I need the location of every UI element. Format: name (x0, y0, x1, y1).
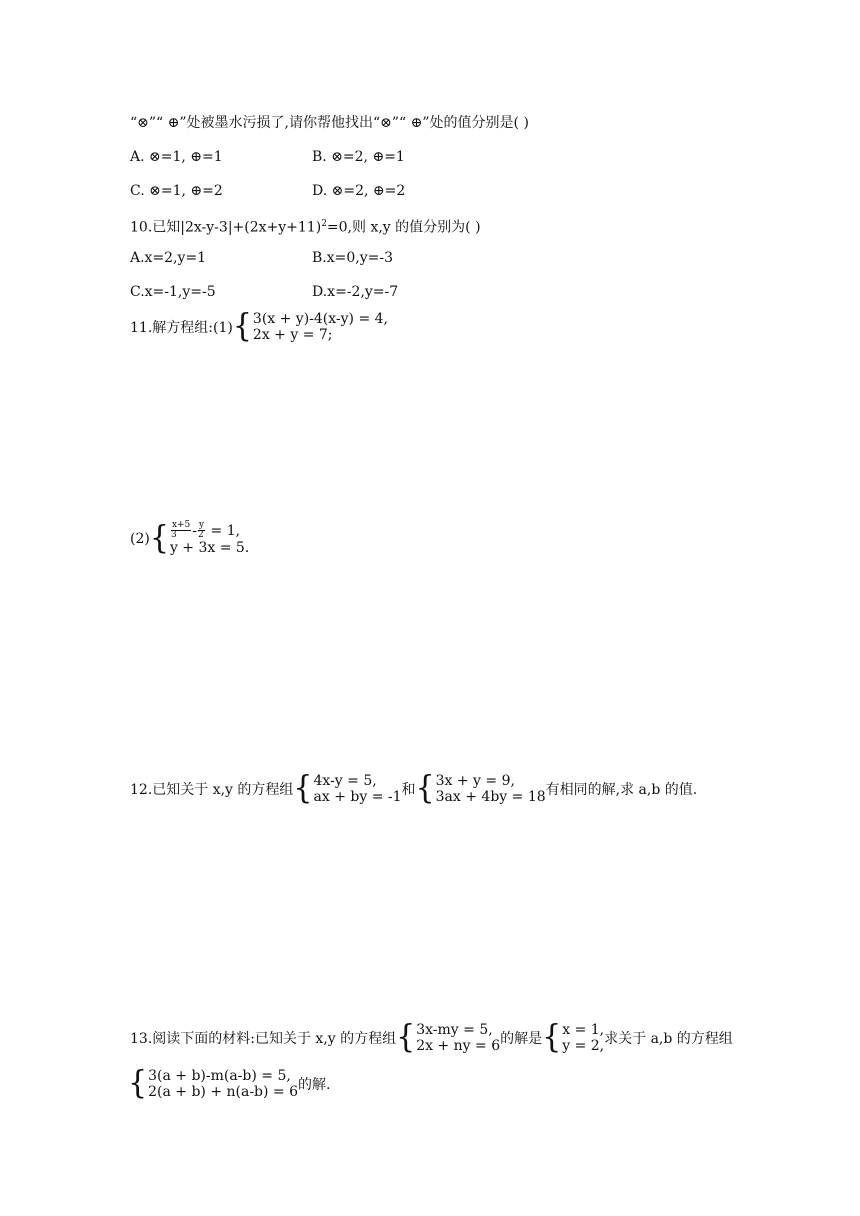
brace-icon: { (396, 1019, 416, 1056)
q10-stem-power: 2 (321, 219, 327, 229)
question-12 (130, 770, 698, 807)
equation-row: 3(x + y)-4(x-y) = 4, (252, 311, 389, 327)
question-11-part-2 (130, 521, 249, 556)
minus-sign: - (192, 522, 198, 539)
equation-system (148, 1068, 298, 1100)
brace-icon: { (232, 308, 252, 345)
equation-row: 2x + ny = 6 (416, 1038, 501, 1054)
brace-icon: { (415, 770, 435, 807)
q11-part2-prefix: (2) (130, 530, 150, 547)
equation-row: y = 2, (562, 1038, 605, 1054)
q10-stem-suffix: =0,则 x,y 的值分别为( ) (326, 219, 481, 236)
fraction-numerator: x+5 (171, 520, 191, 530)
q13-end: 的解. (298, 1077, 331, 1093)
q10-stem-prefix: 10.已知|2x-y-3|+(2x+y+11) (130, 219, 322, 236)
brace-icon: { (128, 1065, 148, 1102)
equation-row: 3ax + 4by = 18 (435, 789, 546, 805)
q9-option-d: D. ⊗=2, ⊕=2 (312, 183, 406, 199)
question-9-stem: “⊗”“ ⊕”处被墨水污损了,请你帮他找出“⊗”“ ⊕”处的值分别是( ) (130, 115, 529, 131)
equation-system (416, 1022, 500, 1054)
q9-option-c: C. ⊗=1, ⊕=2 (130, 183, 223, 199)
q13-tail: 求关于 a,b 的方程组 (604, 1031, 733, 1047)
solution-system (562, 1022, 604, 1054)
equation-row: x = 1, (562, 1022, 605, 1038)
brace-icon: { (542, 1019, 562, 1056)
fraction (198, 521, 205, 540)
q11-prefix: 11.解方程组:(1) (130, 320, 233, 336)
equation-system (253, 311, 388, 343)
fraction (171, 521, 191, 540)
equation-row: 3(a + b)-m(a-b) = 5, (148, 1068, 291, 1084)
q12-prefix: 12.已知关于 x,y 的方程组 (130, 782, 294, 798)
equation-row: y + 3x = 5. (169, 540, 250, 556)
equation-system (170, 521, 249, 556)
fraction-denominator: 3 (170, 530, 177, 540)
equation-row: ax + by = -1 (313, 789, 402, 805)
equation-row: 3x-my = 5, (416, 1022, 493, 1038)
equation-row: 2(a + b) + n(a-b) = 6 (148, 1084, 299, 1100)
brace-icon: { (149, 519, 169, 557)
q9-option-a: A. ⊗=1, ⊕=1 (130, 149, 223, 165)
q13-prefix: 13.阅读下面的材料:已知关于 x,y 的方程组 (130, 1031, 397, 1047)
question-13-line-1 (130, 1019, 733, 1056)
equation-row (170, 521, 249, 540)
fraction-denominator: 2 (198, 530, 204, 540)
q10-option-c: C.x=-1,y=-5 (130, 284, 216, 300)
equation-system (436, 773, 546, 805)
equation-row: 2x + y = 7; (252, 327, 333, 343)
equation-row: 4x-y = 5, (313, 773, 377, 789)
q10-option-b: B.x=0,y=-3 (312, 250, 393, 266)
q10-option-a: A.x=2,y=1 (130, 250, 207, 266)
equation-row: 3x + y = 9, (435, 773, 515, 789)
equation-system (314, 773, 402, 805)
brace-icon: { (293, 770, 313, 807)
q10-option-d: D.x=-2,y=-7 (312, 284, 399, 300)
fraction-numerator: y (199, 520, 205, 530)
question-10-stem (130, 215, 481, 237)
equation-tail: = 1, (206, 522, 241, 539)
q12-suffix: 有相同的解,求 a,b 的值. (545, 782, 698, 798)
q12-conjunction: 和 (401, 782, 416, 798)
question-11-part-1 (130, 308, 389, 345)
question-13-line-2 (128, 1065, 331, 1102)
q9-option-b: B. ⊗=2, ⊕=1 (312, 149, 405, 165)
q13-mid: 的解是 (500, 1031, 543, 1047)
